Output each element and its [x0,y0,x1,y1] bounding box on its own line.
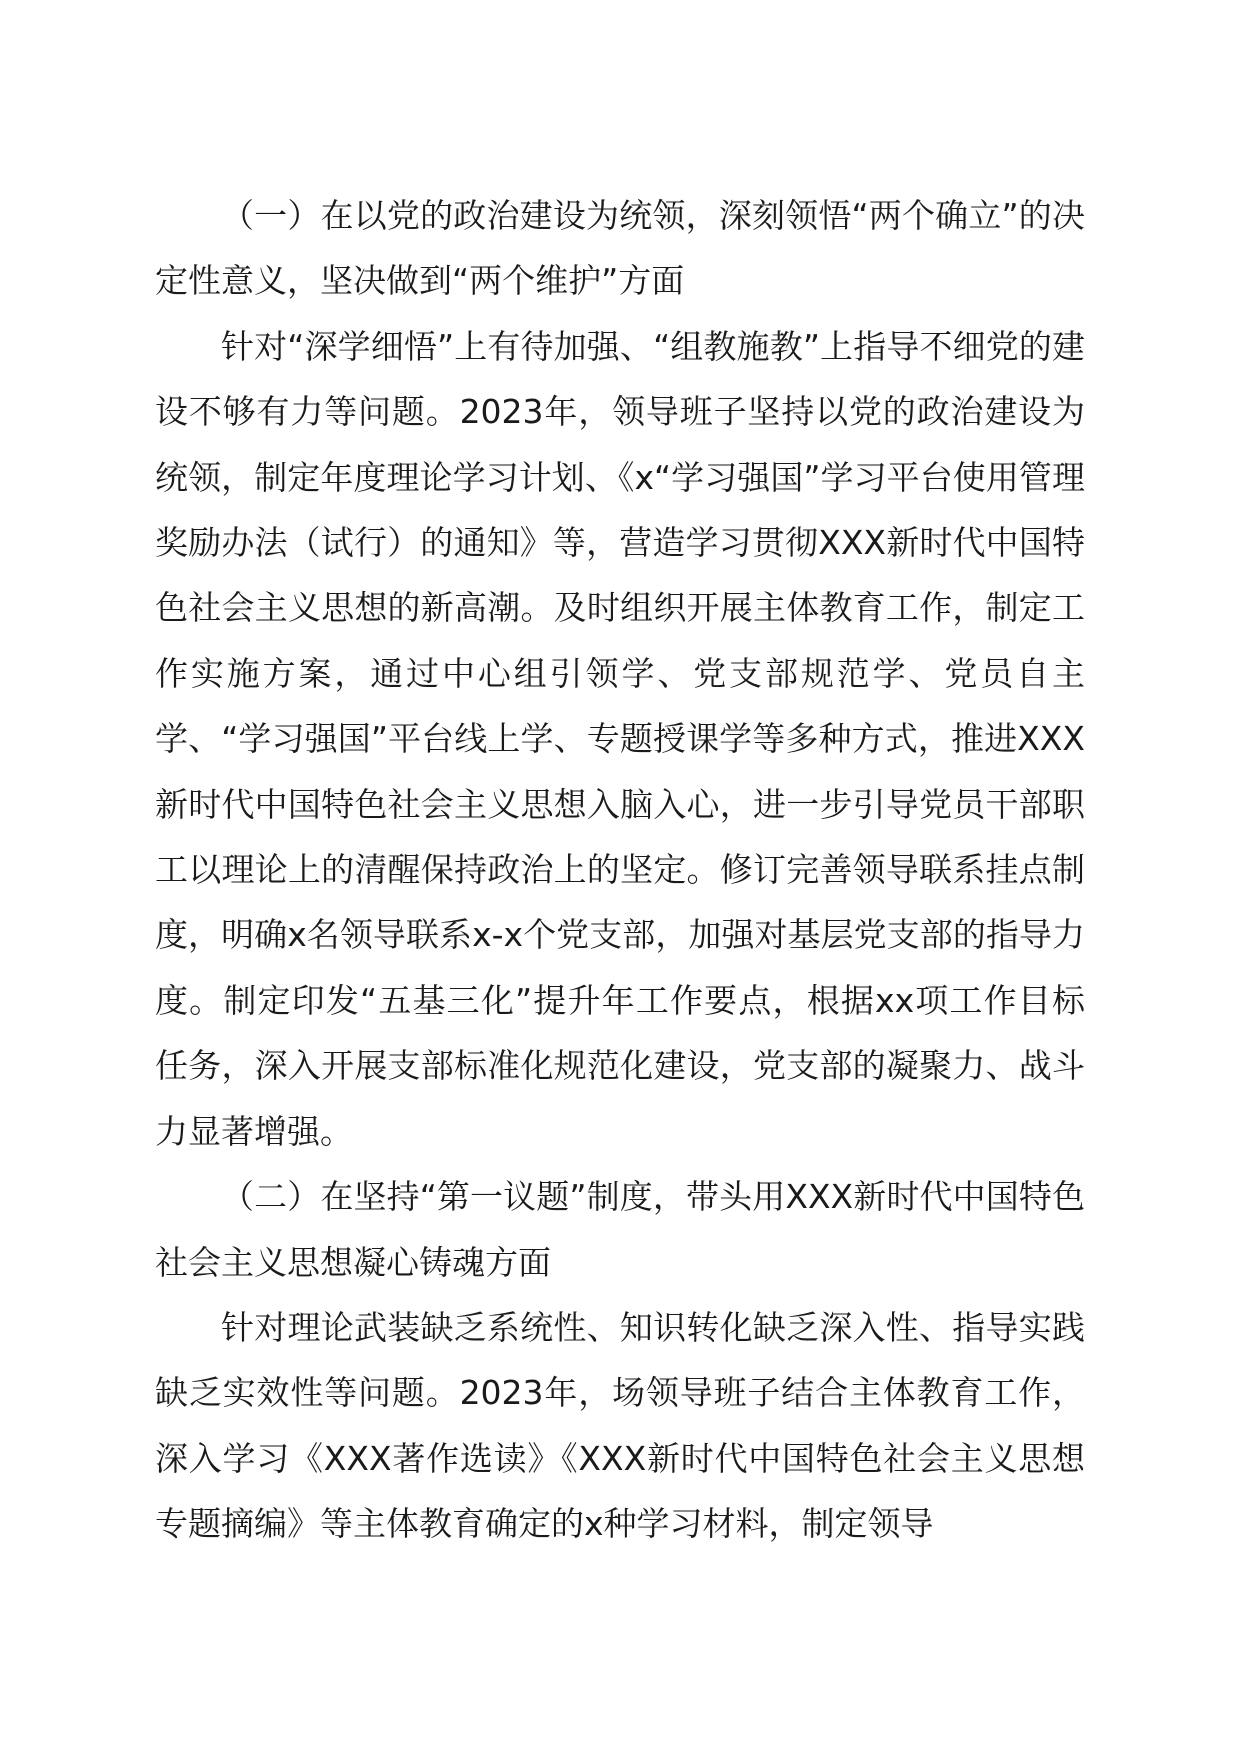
document-body [155,183,1085,1557]
section-heading-1: （一）在以党的政治建设为统领，深刻领悟“两个确立”的决定性意义，坚决做到“两个维护”方面 [155,196,1085,301]
section-heading-2: （二）在坚持“第一议题”制度，带头用XXX新时代中国特色社会主义思想凝心铸魂方面 [155,1177,1085,1282]
body-paragraph-2: 针对理论武装缺乏系统性、知识转化缺乏深入性、指导实践缺乏实效性等问题。2023年，场领导班子结合主体教育工作，深入学习《XXX著作选读》《XXX新时代中国特色社会主义思想专题摘编》等主体教育确定的x种学习材料，制定领导 [155,1307,1085,1544]
body-paragraph-1: 针对“深学细悟”上有待加强、“组教施教”上指导不细党的建设不够有力等问题。2023年，领导班子坚持以党的政治建设为统领，制定年度理论学习计划、《x“学习强国”学习平台使用管理奖励办法（试行）的通知》等，营造学习贯彻XXX新时代中国特色社会主义思想的新高潮。及时组织开展主体教育工作，制定工作实施方案，通过中心组引领学、党支部规范学、党员自主学、“学习强国”平台线上学、专题授课学等多种方式，推进XXX新时代中国特色社会主义思想入脑入心，进一步引导党员干部职工以理论上的清醒保持政治上的坚定。修订完善领导联系挂点制度，明确x名领导联系x-x个党支部，加强对基层党支部的指导力度。制定印发“五基三化”提升年工作要点，根据xx项工作目标任务，深入开展支部标准化规范化建设，党支部的凝聚力、战斗力显著增强。 [155,326,1085,1151]
